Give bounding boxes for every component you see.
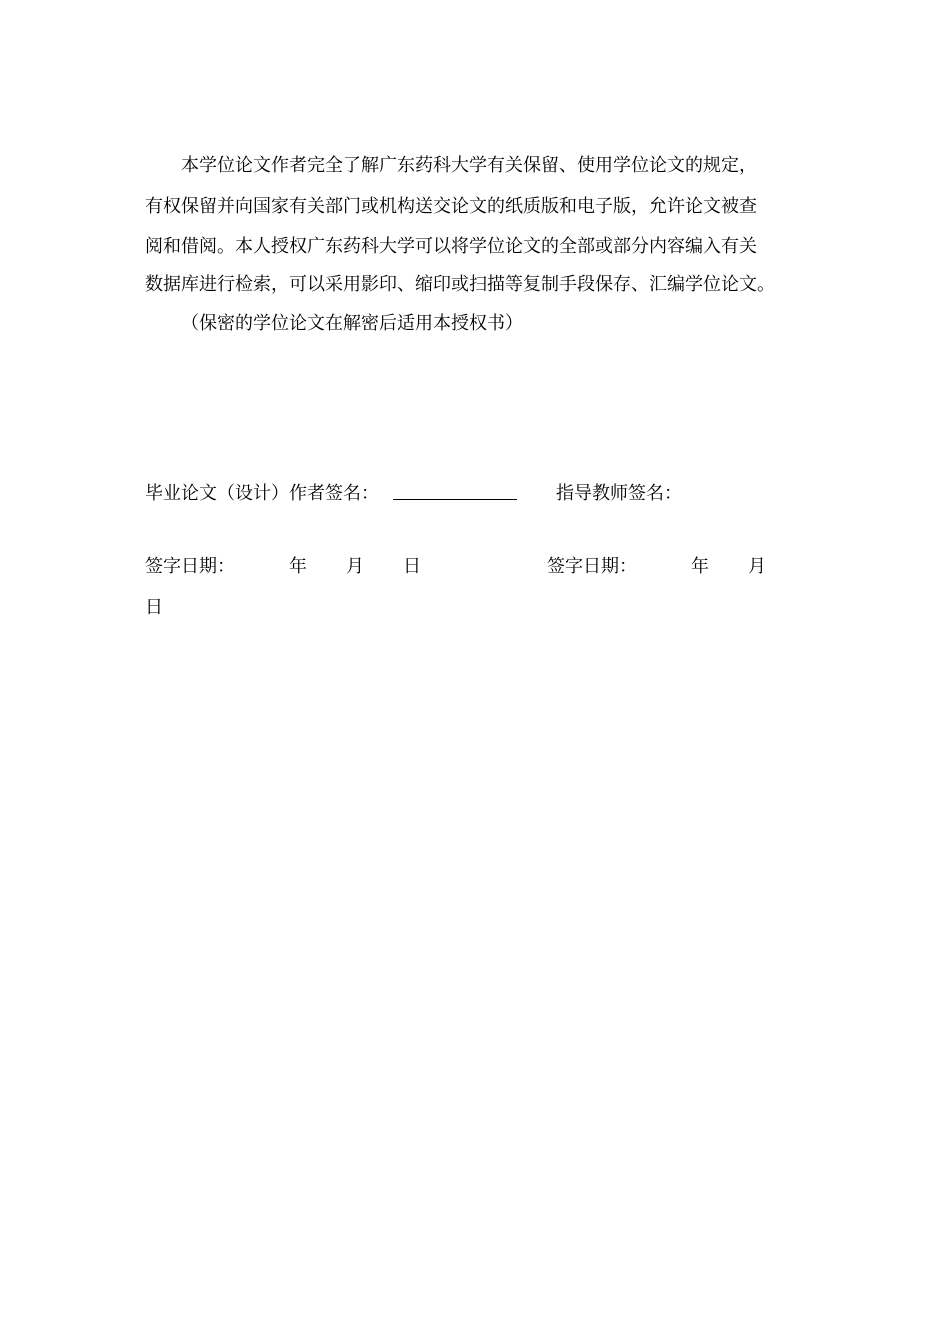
advisor-date-year: 年 [691, 556, 709, 577]
paragraph-line-3: 阅和借阅。本人授权广东药科大学可以将学位论文的全部或部分内容编入有关 [145, 236, 757, 257]
author-date-label: 签字日期： [145, 556, 235, 577]
paragraph-line-1: 本学位论文作者完全了解广东药科大学有关保留、使用学位论文的规定， [181, 155, 757, 176]
advisor-date-label: 签字日期： [547, 556, 637, 577]
author-date-year: 年 [289, 556, 307, 577]
advisor-date-day: 日 [145, 597, 163, 618]
advisor-date-month: 月 [748, 556, 766, 577]
paragraph-line-2: 有权保留并向国家有关部门或机构送交论文的纸质版和电子版，允许论文被查 [145, 196, 757, 217]
confidential-note: （保密的学位论文在解密后适用本授权书） [181, 313, 523, 334]
advisor-signature-label: 指导教师签名： [556, 483, 682, 504]
author-signature-blank [393, 499, 517, 500]
author-date-day: 日 [403, 556, 421, 577]
author-signature-label: 毕业论文（设计）作者签名： [145, 483, 379, 504]
paragraph-line-4: 数据库进行检索，可以采用影印、缩印或扫描等复制手段保存、汇编学位论文。 [145, 274, 775, 295]
author-date-month: 月 [346, 556, 364, 577]
